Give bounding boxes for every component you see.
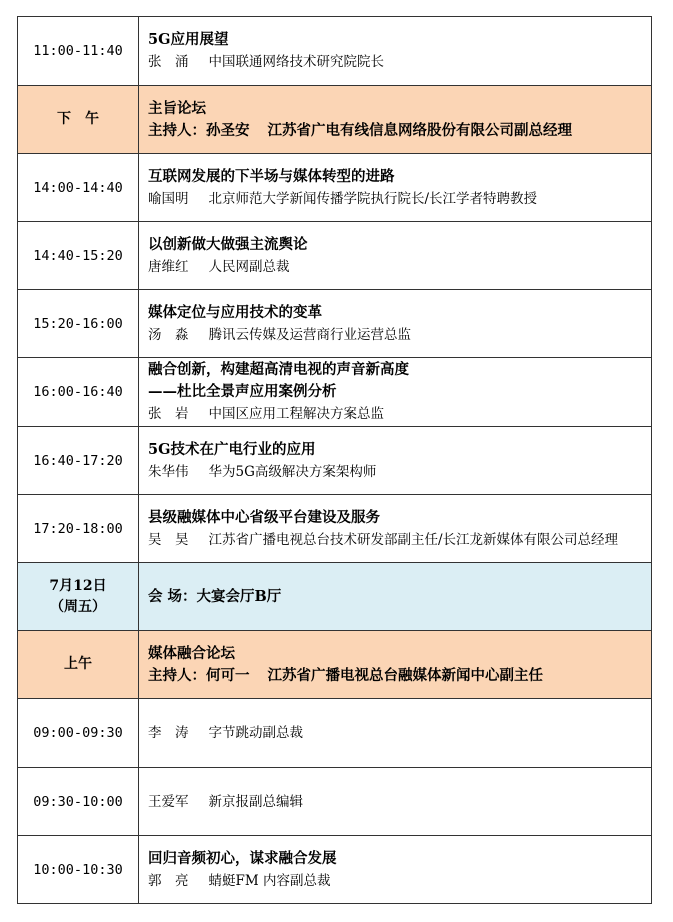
time-cell: 11:00-11:40 [18, 17, 139, 86]
speaker-line [148, 256, 642, 278]
session-title: 5G技术在广电行业的应用 [148, 440, 316, 458]
session-title: 互联网发展的下半场与媒体转型的进路 [148, 167, 395, 185]
date-cell [18, 563, 139, 631]
speaker-name: 喻国明 [148, 190, 189, 207]
session-cell [139, 427, 652, 495]
session-subtitle: ——杜比全景声应用案例分析 [148, 383, 337, 400]
schedule-table [17, 16, 652, 904]
speaker-line [148, 188, 642, 210]
forum-title: 媒体融合论坛 [148, 644, 235, 662]
speaker-role: 中国联通网络技术研究院院长 [208, 54, 384, 70]
agenda-row [18, 495, 652, 563]
forum-cell [139, 86, 652, 154]
session-title: 融合创新，构建超高清电视的声音新高度 [148, 361, 409, 378]
speaker-name: 郭 亮 [148, 872, 189, 889]
session-title: 5G应用展望 [148, 31, 229, 48]
host-line [148, 120, 642, 142]
session-cell [139, 290, 652, 358]
speaker-line [148, 324, 642, 346]
forum-title: 主旨论坛 [148, 99, 206, 117]
host-role: 江苏省广播电视总台融媒体新闻中心副主任 [267, 666, 543, 684]
speaker-line [148, 461, 642, 483]
agenda-row [18, 358, 652, 427]
speaker-role: 北京师范大学新闻传播学院执行院长/长江学者特聘教授 [208, 190, 538, 207]
speaker-line [148, 722, 642, 744]
session-title: 以创新做大做强主流舆论 [148, 235, 308, 253]
session-cell [139, 154, 652, 222]
time-cell: 14:40-15:20 [18, 222, 139, 290]
date-label: 7月12日 [49, 577, 107, 594]
venue-cell [139, 563, 652, 631]
speaker-line [148, 791, 642, 813]
speaker-name: 王爱军 [148, 793, 189, 810]
session-title: 媒体定位与应用技术的变革 [148, 303, 322, 321]
session-cell [139, 699, 652, 768]
forum-header-row [18, 631, 652, 699]
speaker-line [148, 403, 642, 425]
time-cell: 10:00-10:30 [18, 836, 139, 904]
speaker-name: 朱华伟 [148, 463, 189, 480]
speaker-name: 吴 昊 [148, 531, 189, 548]
session-cell [139, 17, 652, 86]
host-line [148, 665, 642, 687]
speaker-role: 新京报副总编辑 [208, 793, 303, 810]
speaker-name: 汤 淼 [148, 326, 189, 343]
time-cell: 16:40-17:20 [18, 427, 139, 495]
weekday-label: （周五） [50, 598, 106, 615]
time-cell: 15:20-16:00 [18, 290, 139, 358]
host-role: 江苏省广电有线信息网络股份有限公司副总经理 [267, 121, 572, 139]
speaker-role: 字节跳动副总裁 [208, 725, 303, 741]
session-title: 县级融媒体中心省级平台建设及服务 [148, 508, 380, 526]
agenda-row [18, 768, 652, 836]
session-cell [139, 768, 652, 836]
time-cell: 09:30-10:00 [18, 768, 139, 836]
speaker-role: 人民网副总裁 [208, 258, 290, 275]
forum-header-row [18, 86, 652, 154]
speaker-line [148, 51, 642, 73]
agenda-row [18, 699, 652, 768]
time-cell: 17:20-18:00 [18, 495, 139, 563]
speaker-role: 江苏省广播电视总台技术研发部副主任/长江龙新媒体有限公司总经理 [208, 531, 619, 548]
agenda-row [18, 290, 652, 358]
time-cell: 14:00-14:40 [18, 154, 139, 222]
speaker-line [148, 529, 642, 551]
period-cell: 上午 [18, 631, 139, 699]
session-cell [139, 358, 652, 427]
forum-cell [139, 631, 652, 699]
speaker-role: 蜻蜓FM 内容副总裁 [208, 872, 331, 889]
speaker-name: 张 涌 [148, 54, 189, 70]
speaker-name: 张 岩 [148, 406, 189, 422]
agenda-row [18, 154, 652, 222]
speaker-name: 李 涛 [148, 725, 189, 741]
speaker-role: 腾讯云传媒及运营商行业运营总监 [208, 326, 411, 343]
agenda-row [18, 836, 652, 904]
host-label: 主持人：孙圣安 [148, 121, 250, 139]
venue-label: 会 场：大宴会厅B厅 [148, 587, 282, 605]
speaker-role: 中国区应用工程解决方案总监 [208, 406, 384, 422]
session-title: 回归音频初心，谋求融合发展 [148, 849, 337, 867]
agenda-row [18, 17, 652, 86]
agenda-row [18, 222, 652, 290]
session-cell [139, 495, 652, 563]
agenda-row [18, 427, 652, 495]
session-cell [139, 836, 652, 904]
time-cell: 16:00-16:40 [18, 358, 139, 427]
session-cell [139, 222, 652, 290]
period-cell: 下 午 [18, 86, 139, 154]
speaker-line [148, 870, 642, 892]
host-label: 主持人：何可一 [148, 666, 250, 684]
speaker-name: 唐维红 [148, 258, 189, 275]
day-header-row [18, 563, 652, 631]
time-cell: 09:00-09:30 [18, 699, 139, 768]
speaker-role: 华为5G高级解决方案架构师 [208, 463, 377, 480]
